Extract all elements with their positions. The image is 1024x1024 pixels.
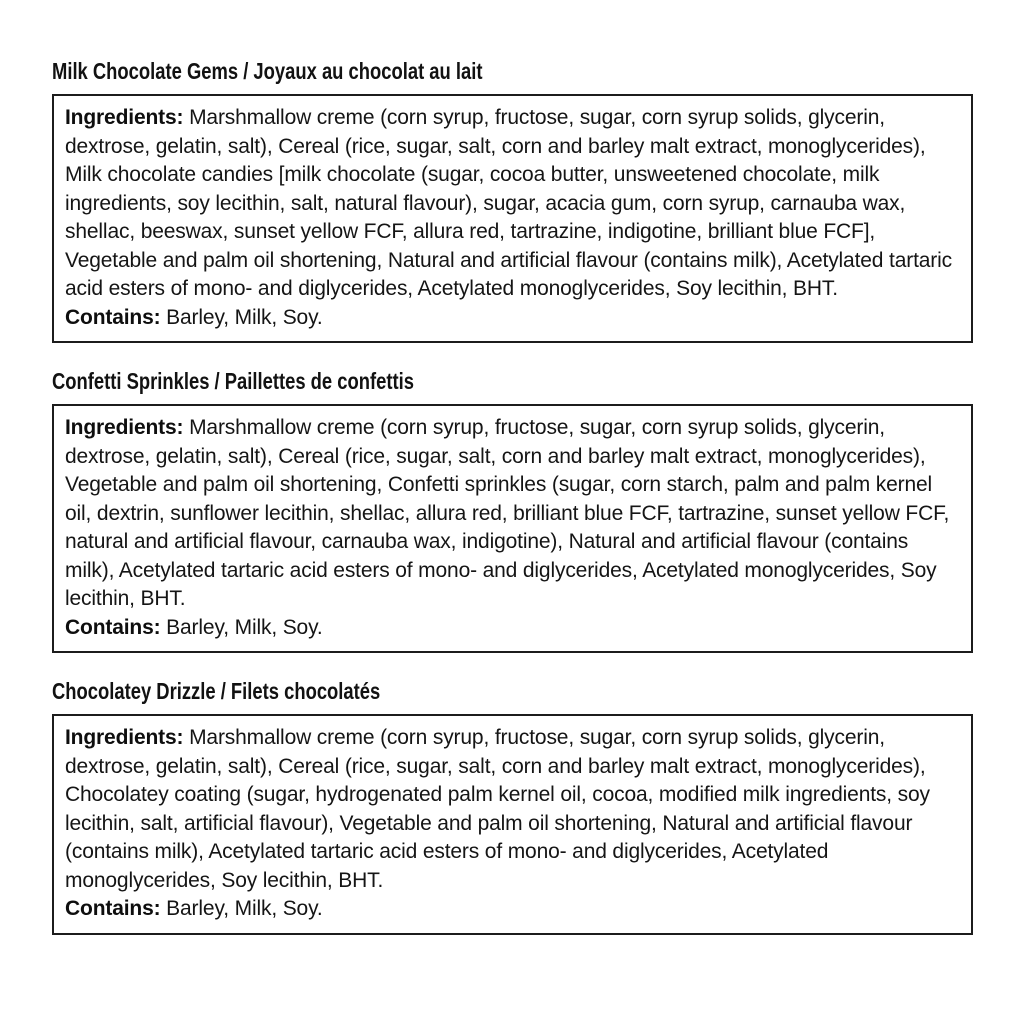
contains-line: [65, 614, 953, 643]
section-confetti-sprinkles: [52, 366, 973, 653]
contains-text: Barley, Milk, Soy.: [160, 615, 323, 639]
contains-label: Contains:: [65, 897, 161, 920]
ingredients-text: Marshmallow creme (corn syrup, fructose, sugar, corn syrup solids, glycerin, dextrose, gelatin, salt), Cereal (rice, sugar, salt, corn and barley malt extract, monoglycerides), Milk chocolate candies [milk chocolate (sugar, cocoa butter, unsweetened chocolate, milk ingredients, soy lecithin, salt, natural flavour), sugar, acacia gum, corn syrup, carnauba wax, shellac, beeswax, sunset yellow FCF, allura red, tartrazine, indigotine, brilliant blue FCF], Vegetable and palm oil shortening, Natural and artificial flavour (contains milk), Acetylated tartaric acid esters of mono- and diglycerides, Acetylated monoglycerides, Soy lecithin, BHT.: [65, 106, 952, 300]
ingredients-paragraph: [65, 724, 953, 895]
ingredients-paragraph: [65, 104, 953, 304]
contains-text: Barley, Milk, Soy.: [160, 305, 323, 329]
ingredients-label: Ingredients:: [65, 416, 184, 439]
section-heading-milk-chocolate-gems: Milk Chocolate Gems / Joyaux au chocolat au lait: [52, 58, 483, 84]
ingredients-label: Ingredients:: [65, 106, 184, 129]
contains-text: Barley, Milk, Soy.: [160, 897, 323, 920]
ingredients-text: Marshmallow creme (corn syrup, fructose, sugar, corn syrup solids, glycerin, dextrose, gelatin, salt), Cereal (rice, sugar, salt, corn and barley malt extract, monoglycerides), Vegetable and palm oil shortening, Confetti sprinkles (sugar, corn starch, palm and palm kernel oil, dextrin, sunflower lecithin, shellac, allura red, brilliant blue FCF, tartrazine, sunset yellow FCF, natural and artificial flavour, carnauba wax, indigotine), Natural and artificial flavour (contains milk), Acetylated tartaric acid esters of mono- and diglycerides, Acetylated monoglycerides, Soy lecithin, BHT.: [65, 416, 950, 610]
contains-line: [65, 895, 953, 924]
section-milk-chocolate-gems: [52, 56, 973, 343]
ingredients-label: Ingredients:: [65, 726, 184, 749]
ingredients-box-confetti-sprinkles: [52, 404, 973, 653]
ingredients-box-chocolatey-drizzle: [52, 714, 973, 935]
section-chocolatey-drizzle: [52, 676, 973, 935]
section-heading-chocolatey-drizzle: Chocolatey Drizzle / Filets chocolatés: [52, 678, 381, 704]
ingredients-text: Marshmallow creme (corn syrup, fructose, sugar, corn syrup solids, glycerin, dextrose, gelatin, salt), Cereal (rice, sugar, salt, corn and barley malt extract, monoglycerides), Chocolatey coating (sugar, hydrogenated palm kernel oil, cocoa, modified milk ingredients, soy lecithin, salt, artificial flavour), Vegetable and palm oil shortening, Natural and artificial flavour (contains milk), Acetylated tartaric acid esters of mono- and diglycerides, Acetylated monoglycerides, Soy lecithin, BHT.: [65, 726, 930, 892]
section-heading-confetti-sprinkles: Confetti Sprinkles / Paillettes de confettis: [52, 368, 414, 394]
ingredients-paragraph: [65, 414, 953, 614]
contains-line: [65, 304, 953, 333]
ingredients-box-milk-chocolate-gems: [52, 94, 973, 343]
contains-label: Contains:: [65, 615, 161, 639]
contains-label: Contains:: [65, 305, 161, 329]
